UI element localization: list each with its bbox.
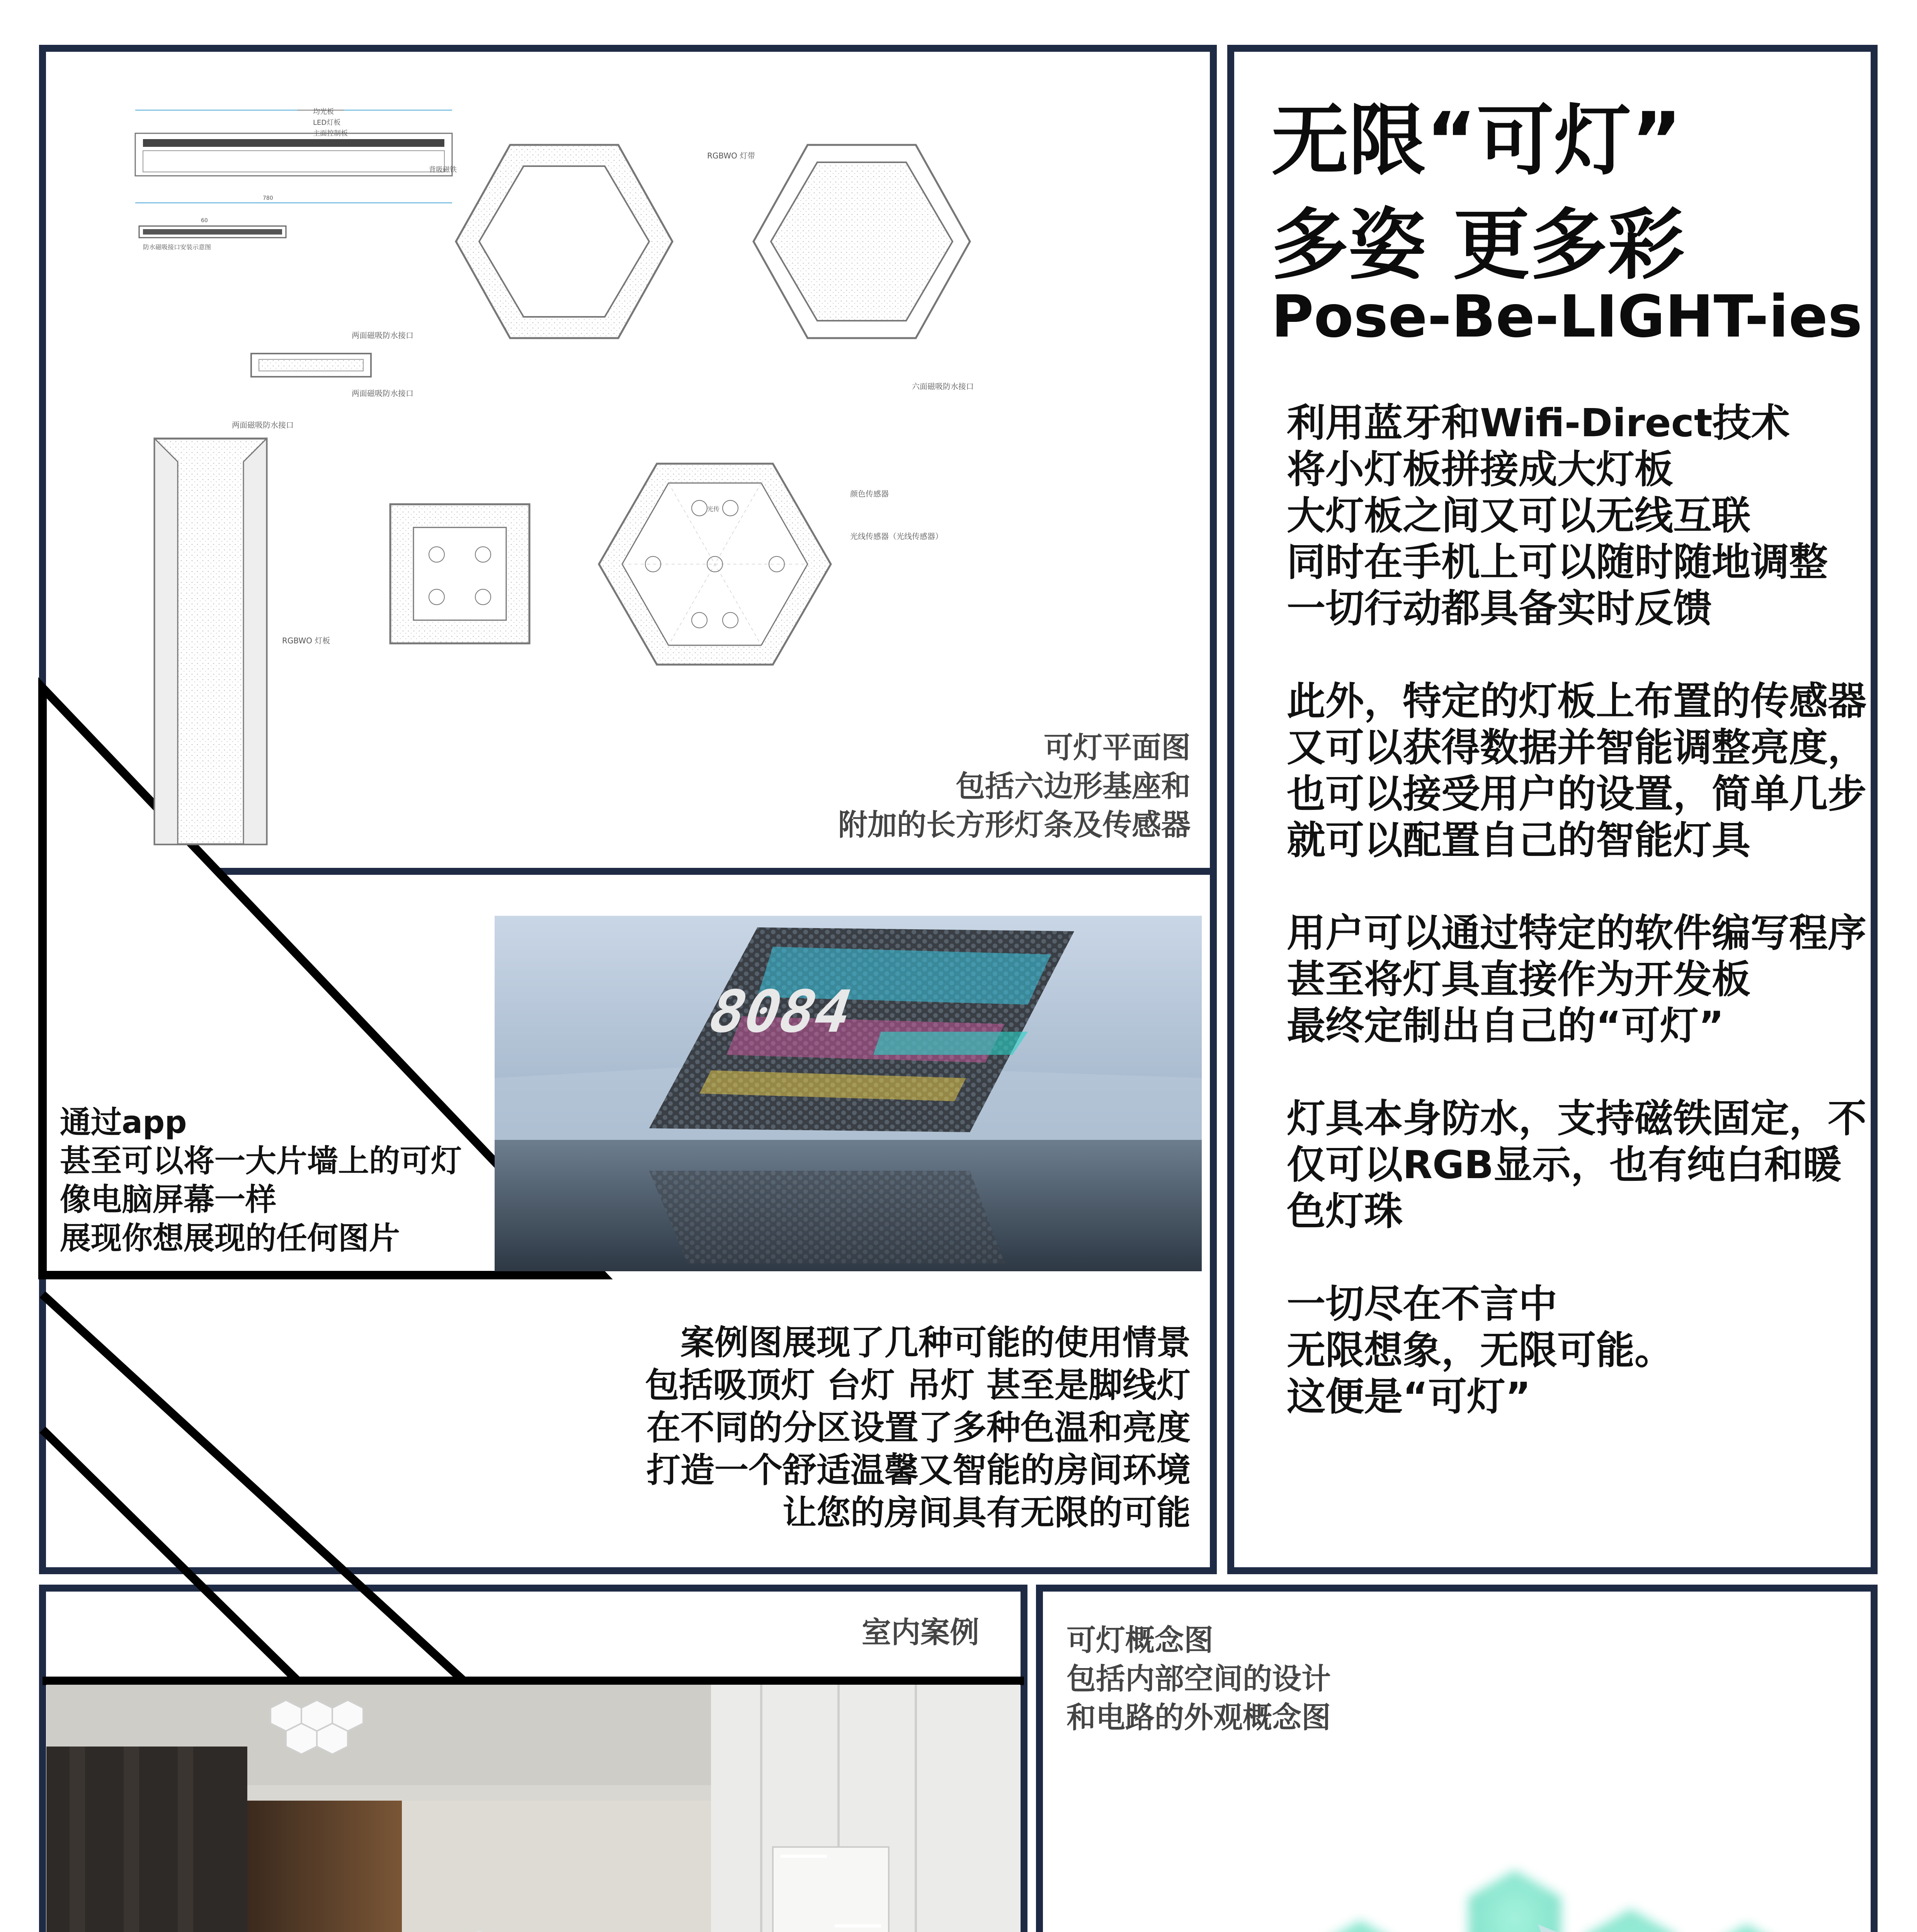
led-reflection — [649, 1171, 1005, 1264]
dim-width-label: 780 — [263, 195, 273, 201]
main-board-label: 主面控制板 — [313, 129, 348, 138]
sensor-hexagon — [599, 464, 943, 665]
port-label-a: 两面磁吸防水接口 — [352, 331, 413, 340]
dim-small-label: 60 — [201, 218, 208, 224]
rgbwo-strip-label: RGBWO 灯带 — [707, 151, 755, 160]
description-text — [1287, 400, 1866, 1466]
cross-section — [135, 108, 457, 251]
title-line-1: 无限“可灯” — [1271, 96, 1682, 186]
tall-strip — [155, 420, 330, 844]
paragraph-technology: 利用蓝牙和Wifi-Direct技术 将小灯板拼接成大灯板 大灯板之间又可以无线互联 同时在手机上可以随时随地调整 一切行动都具备实时反馈 — [1287, 400, 1828, 631]
cases-caption: 案例图展现了几种可能的使用情景 包括吸顶灯 台灯 吊灯 甚至是脚线灯 在不同的分区设置了多种色温和亮度 打造一个舒适温馨又智能的房间环境 让您的房间具有无限的可能 — [645, 1323, 1191, 1532]
six-side-port-label: 六面磁吸防水接口 — [912, 382, 974, 391]
interior-caption: 室内案例 — [862, 1615, 979, 1650]
screen-display-text: 8084 — [699, 978, 861, 1046]
color-sensor-label: 颜色传感器 — [850, 489, 889, 498]
concept-caption: 可灯概念图 包括内部空间的设计 和电路的外观概念图 — [1067, 1623, 1331, 1735]
background-hex-tiles — [1314, 1870, 1793, 1932]
app-caption: 通过app 甚至可以将一大片墙上的可灯 像电脑屏幕一样 展现你想展现的任何图片 — [60, 1104, 462, 1256]
port-label-c: 两面磁吸防水接口 — [232, 420, 294, 430]
page-title — [1271, 89, 1870, 298]
sensor-tag: 光传 — [707, 505, 720, 513]
page-subtitle: Pose-Be-LIGHT-ies — [1271, 283, 1863, 350]
hex-outline-1 — [456, 145, 755, 338]
hex-concept-render — [1043, 1797, 1870, 1932]
paragraph-waterproof: 灯具本身防水，支持磁铁固定，不仅可以RGB显示，也有纯白和暖色灯珠 — [1287, 1096, 1866, 1234]
paragraph-sensors: 此外，特定的灯板上布置的传感器又可以获得数据并智能调整亮度，也可以接受用户的设置，简单几步就可以配置自己的智能灯具 — [1287, 679, 1866, 863]
diagonal-mask — [43, 1430, 1032, 1932]
diffuser-label: 均光板 — [313, 108, 334, 116]
hex-outline-2 — [754, 145, 974, 391]
magnet-back-label: 背吸磁铁 — [429, 166, 457, 174]
led-board-label: LED灯板 — [313, 119, 341, 127]
paragraph-closing: 一切尽在不言中 无限想象，无限可能。 这便是“可灯” — [1287, 1281, 1673, 1419]
port-label-b: 两面磁吸防水接口 — [352, 389, 413, 398]
light-sensor-label: 光线传感器（光线传感器） — [850, 532, 943, 541]
led-wall-render — [495, 916, 1202, 1271]
paragraph-programming: 用户可以通过特定的软件编写程序 甚至将灯具直接作为开发板 最终定制出自己的“可灯” — [1287, 910, 1866, 1048]
plan-caption: 可灯平面图 包括六边形基座和 附加的长方形灯条及传感器 — [838, 730, 1191, 842]
title-line-2: 多姿 更多彩 — [1271, 200, 1685, 290]
rgbwo-board-label: RGBWO 灯板 — [282, 636, 330, 645]
square-module — [390, 504, 529, 643]
section-note: 防水磁吸接口安装示意图 — [143, 243, 211, 251]
